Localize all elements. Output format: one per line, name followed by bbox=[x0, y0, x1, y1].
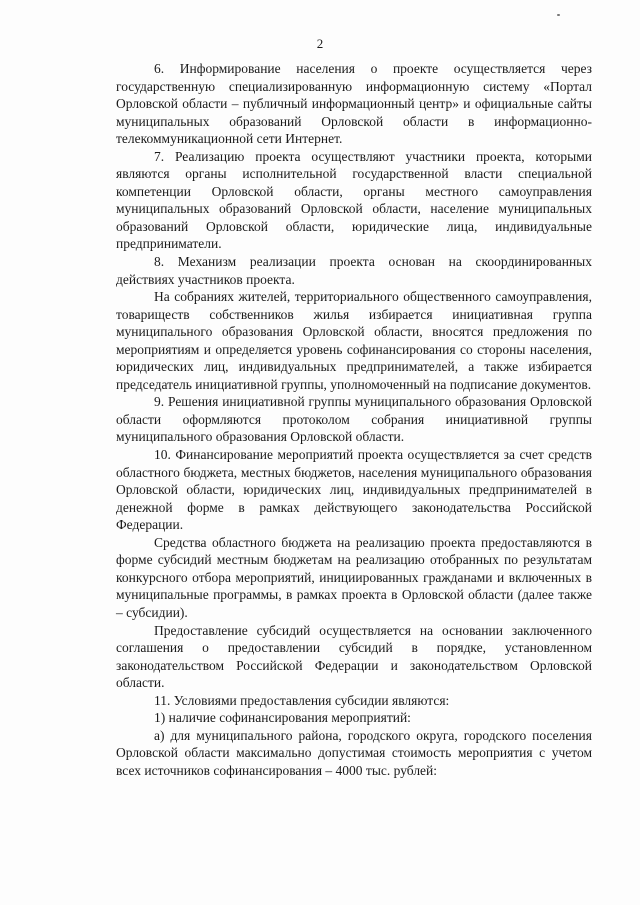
paragraph-item-10: 10. Финансирование мероприятий проекта осуществляется за счет средств областного бюджета, местных бюджетов, населения муниципального образования Орловской области, юридических лиц, индивидуальных предпринимателей в денежной форме в рамках действующего законодательства Российской Федерации. bbox=[116, 447, 592, 533]
paragraph-condition-1a: а) для муниципального района, городского округа, городского поселения Орловской области максимально допустимая стоимость мероприятия с учетом всех источников софинансирования – 4000 тыс. рублей: bbox=[116, 727, 592, 778]
scan-speck bbox=[557, 14, 560, 16]
paragraph-subsidies: Средства областного бюджета на реализацию проекта предоставляются в форме субсидий местным бюджетам на реализацию отобранных по результатам конкурсного отбора мероприятий, инициированных гражданами и включенных в муниципальные программы, в рамках проекта в Орловской области (далее также – субсидии). bbox=[116, 534, 592, 620]
paragraph-item-7: 7. Реализацию проекта осуществляют участники проекта, которыми являются органы исполнительной государственной власти специальной компетенции Орловской области, органы местного самоуправления муниципальных образований Орловской области, население муниципальных образований Орловской области, юридические лица, индивидуальные предприниматели. bbox=[116, 148, 592, 252]
page-number: 2 bbox=[316, 36, 324, 51]
paragraph-initiative-group: На собраниях жителей, территориального общественного самоуправления, товариществ собственников жилья избирается инициативная группа муниципального образования Орловской области, вносятся предложения по мероприятиям и определяется уровень софинансирования со стороны населения, юридических лиц, индивидуальных предпринимателей, а также избирается председатель инициативной группы, уполномоченный на подписание документов. bbox=[116, 289, 592, 392]
paragraph-item-6: 6. Информирование населения о проекте осуществляется через государственную специализированную информационную систему «Портал Орловской области – публичный информационный центр» и официальные сайты муниципальных образований Орловской области в информационно-телекоммуникационной сети Интернет. bbox=[116, 61, 592, 147]
paragraph-subsidy-agreement: Предоставление субсидий осуществляется на основании заключенного соглашения о предоставлении субсидий в порядке, установленном законодательством Российской Федерации и законодательством Орловской области. bbox=[116, 622, 592, 691]
document-body bbox=[116, 60, 592, 779]
paragraph-item-11: 11. Условиями предоставления субсидии являются: bbox=[154, 692, 450, 708]
paragraph-condition-1: 1) наличие софинансирования мероприятий: bbox=[154, 710, 411, 726]
paragraph-item-9: 9. Решения инициативной группы муниципального образования Орловской области оформляются протоколом собрания инициативной группы муниципального образования Орловской области. bbox=[116, 394, 592, 445]
paragraph-item-8: 8. Механизм реализации проекта основан на скоординированных действиях участников проекта. bbox=[116, 254, 592, 287]
